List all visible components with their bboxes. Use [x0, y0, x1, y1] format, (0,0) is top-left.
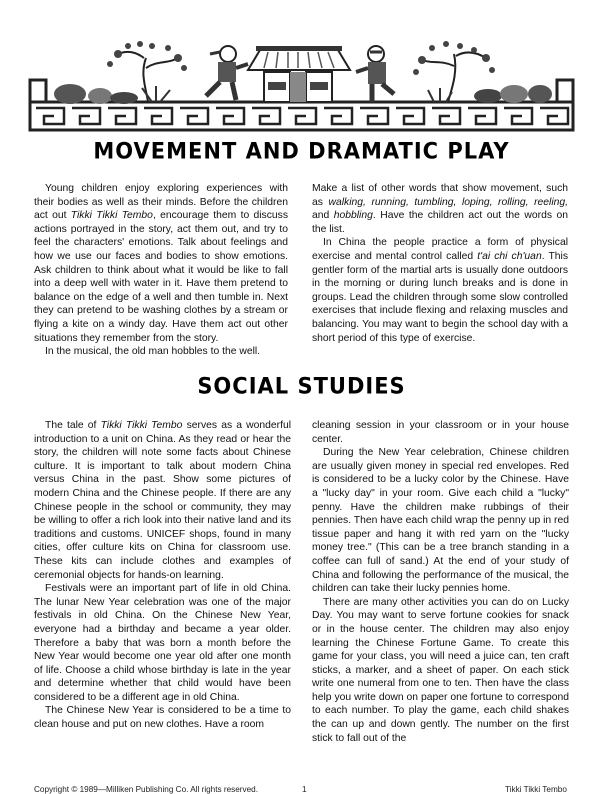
text: Young children enjoy exploring experiences with their bodies as well as their minds. Before the children act out — [34, 183, 288, 222]
paragraph — [34, 182, 288, 345]
paragraph — [312, 419, 569, 446]
text: In China the people practice a form of physical exercise and mental control called — [312, 237, 568, 262]
text: The Chinese New Year is considered to be a time to clean house and put on new clothes. Have a room — [34, 705, 291, 731]
movement-left-column — [34, 182, 288, 359]
paragraph — [312, 182, 568, 236]
paragraph — [312, 236, 568, 345]
italic-text: t'ai chi ch'uan — [477, 250, 542, 262]
paragraph — [34, 345, 288, 359]
running-child-right — [356, 46, 394, 102]
paragraph — [34, 704, 291, 731]
italic-text: Tikki Tikki Tembo — [70, 210, 153, 222]
text: cleaning session in your classroom or in your house center. — [312, 420, 569, 445]
text: . This gentler form of the martial arts is usually done outdoors in the morning or during lunch breaks and is done in groups. Lead the children through some slow controlled exercises that include flexing and relaxing muscles and balancing. You may want to begin the school day with a short period of this type of exercise. — [312, 250, 569, 344]
pagoda-house — [248, 46, 350, 102]
text: Festivals were an important part of life in old China. The lunar New Year celebration was one of the major festivals in old China. On the Chinese New Year, everyone had a birthday and became a year older. Therefore a baby that was born a month before the New Year would become one year old after one month of life. Choose a child whose birthday is late in the year and determine whether that child would have been considered to be a different age in old China. — [34, 583, 291, 703]
text: Make a list of other words that show movement, such as — [312, 183, 568, 208]
social-studies-right-column — [312, 419, 569, 745]
book-title-footer: Tikki Tikki Tembo — [505, 785, 567, 794]
bushes-right — [474, 85, 552, 103]
text: The tale of — [45, 420, 101, 431]
bushes-left — [54, 84, 138, 104]
copyright-notice: Copyright © 1989—Milliken Publishing Co. All rights reserved. — [34, 785, 259, 794]
text: During the New Year celebration, Chinese children are usually given money in special red envelopes. Red is considered to be a lucky color by the Chinese. Have a "lucky day" in your room. Give each child a "lucky" penny. Have the children make rubbings of their pennies. Then have each child wrap the penny up in red tissue paper and hang it with red yarn on the "lucky money tree." (This can be a tree branch standing in a coffee can full of sand.) At the end of your study of China and following the performance of the musical, the children can take their lucky pennies home. — [312, 447, 569, 595]
paragraph — [312, 596, 569, 746]
italic-text: hobbling — [333, 210, 373, 222]
running-child-left — [206, 46, 248, 100]
text: , encourage them to discuss actions portrayed in the story, act them out, and try to feel the characters' emotions. Talk about feelings and how we use our faces and bodies to show emotions. Ask children to think about what it would be like to fall into a deep well with water in it. Have them pretend to balance on the edge of a well and then tumble in. Next they can pretend to be washing clothes by a stream or flying a kite on a windy day. Have them act out other situations they remember from the story. — [34, 210, 288, 344]
section-title-social-studies: SOCIAL STUDIES — [197, 373, 406, 399]
section-title-movement: MOVEMENT AND DRAMATIC PLAY — [93, 138, 510, 164]
paragraph — [34, 419, 291, 582]
italic-text: walking, running, tumbling, loping, rolling, reeling, — [328, 196, 568, 208]
social-studies-left-column — [34, 419, 291, 732]
text: serves as a wonderful introduction to a unit on China. As they read or hear the story, the children will note some facts about Chinese culture. It is important to talk about modern China versus China in the past. Show some pictures of modern China and the Chinese people. If there are any Chinese people in the school or community, they may be willing to offer a rich look into their native land and its traditions and customs. UNICEF shops, found in many cities, offer culture kits on China for classroom use. These kits can include clothes and examples of ceremonial objects for hands-on learning. — [34, 420, 292, 581]
italic-text: Tikki Tikki Tembo — [100, 420, 183, 431]
movement-right-column — [312, 182, 568, 345]
chinese-village-banner-illustration — [28, 38, 575, 134]
paragraph — [34, 582, 291, 704]
page-number: 1 — [302, 785, 307, 794]
text: and — [312, 210, 334, 222]
text: There are many other activities you can do on Lucky Day. You may want to serve fortune cookies for snack or in the house center. The children may also enjoy learning the Chinese Fortune Game. To create this game for your class, you will need a juice can, ten craft sticks, a marker, and a sheet of paper. On each stick write one numeral from one to ten. Then have the class help you write down on paper one fortune to correspond to each number. To play the game, each child shakes the can up and down gently. The number on the first stick to fall out of the — [312, 596, 569, 744]
text: In the musical, the old man hobbles to the well. — [45, 346, 261, 358]
text: . Have the children act out the words on the list. — [312, 210, 568, 235]
paragraph — [312, 446, 569, 596]
